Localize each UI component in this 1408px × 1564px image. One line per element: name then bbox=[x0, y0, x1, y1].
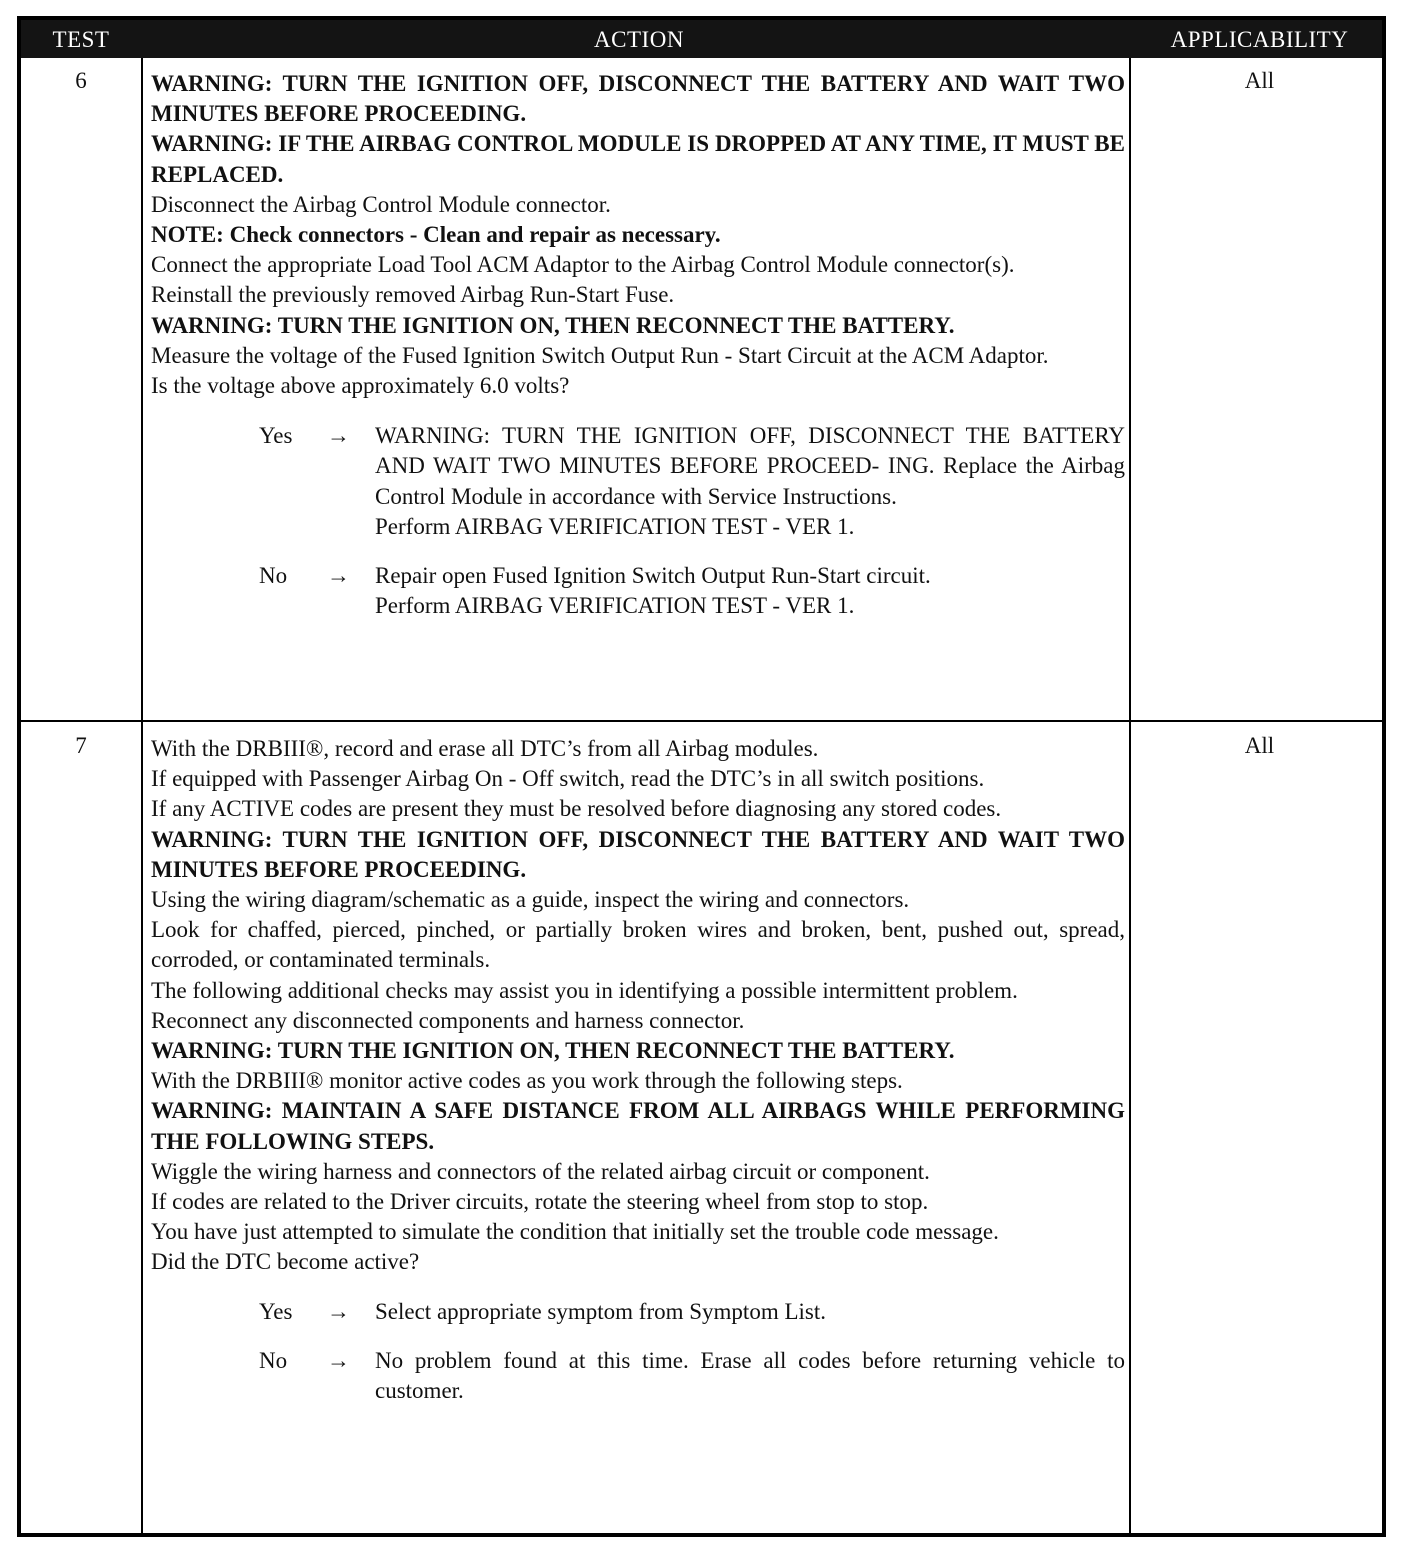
warning-text: WARNING: TURN THE IGNITION ON, THEN RECONNECT THE BATTERY. bbox=[151, 1038, 955, 1064]
result-line: Perform AIRBAG VERIFICATION TEST - VER 1. bbox=[375, 513, 855, 539]
instruction-text: Wiggle the wiring harness and connectors of the related airbag circuit or component. bbox=[151, 1158, 930, 1184]
instruction-text: Measure the voltage of the Fused Ignition Switch Output Run - Start Circuit at the ACM Adaptor. bbox=[151, 342, 1049, 368]
yes-result bbox=[375, 1297, 1125, 1327]
no-label: No bbox=[259, 563, 288, 589]
yes-label: Yes bbox=[259, 423, 293, 449]
instruction-text: With the DRBIII® monitor active codes as you work through the following steps. bbox=[151, 1068, 903, 1094]
header-applicability: APPLICABILITY bbox=[1170, 27, 1349, 52]
arrow-icon: → bbox=[327, 1298, 350, 1324]
instruction-text: With the DRBIII®, record and erase all DTC’s from all Airbag modules. bbox=[151, 736, 819, 761]
warning-text: WARNING: TURN THE IGNITION OFF, DISCONNECT THE BATTERY AND WAIT TWO MINUTES BEFORE PROCEEDING. bbox=[151, 826, 1125, 882]
instruction-text: You have just attempted to simulate the condition that initially set the trouble code message. bbox=[151, 1219, 999, 1245]
warning-text: WARNING: TURN THE IGNITION ON, THEN RECONNECT THE BATTERY. bbox=[151, 312, 955, 338]
no-label: No bbox=[259, 1347, 288, 1373]
question-text: Is the voltage above approximately 6.0 volts? bbox=[151, 373, 570, 399]
yes-label: Yes bbox=[259, 1298, 293, 1324]
row-divider bbox=[21, 720, 1382, 722]
yes-answer bbox=[151, 421, 1125, 542]
instruction-text: Using the wiring diagram/schematic as a guide, inspect the wiring and connectors. bbox=[151, 887, 910, 913]
result-line: No problem found at this time. Erase all codes before returning vehicle to customer. bbox=[375, 1347, 1125, 1404]
no-answer bbox=[151, 1346, 1125, 1406]
arrow-icon: → bbox=[327, 563, 350, 589]
test-number: 6 bbox=[75, 68, 87, 93]
result-line: Perform AIRBAG VERIFICATION TEST - VER 1. bbox=[375, 593, 855, 619]
question-text: Did the DTC become active? bbox=[151, 1249, 420, 1275]
warning-text: WARNING: MAINTAIN A SAFE DISTANCE FROM ALL AIRBAGS WHILE PERFORMING THE FOLLOWING STEPS. bbox=[151, 1098, 1125, 1154]
yes-answer bbox=[151, 1297, 1125, 1327]
table-header bbox=[21, 20, 1382, 58]
warning-text: WARNING: IF THE AIRBAG CONTROL MODULE IS DROPPED AT ANY TIME, IT MUST BE REPLACED. bbox=[151, 131, 1125, 187]
no-answer bbox=[151, 561, 1125, 621]
instruction-text: Reconnect any disconnected components and harness connector. bbox=[151, 1007, 745, 1033]
instruction-text: Look for chaffed, pierced, pinched, or partially broken wires and broken, bent, pushed out, spread, corroded, or contaminated terminals. bbox=[151, 917, 1125, 973]
yes-result bbox=[375, 421, 1125, 542]
arrow-icon: → bbox=[327, 1347, 350, 1373]
no-result bbox=[375, 1346, 1125, 1406]
instruction-text: Reinstall the previously removed Airbag Run-Start Fuse. bbox=[151, 282, 675, 308]
arrow-icon: → bbox=[327, 423, 350, 449]
result-line: Repair open Fused Ignition Switch Output Run-Start circuit. bbox=[375, 563, 931, 589]
column-divider bbox=[1129, 58, 1131, 1537]
no-result bbox=[375, 561, 1125, 621]
action-cell bbox=[151, 734, 1125, 1406]
header-test: TEST bbox=[52, 27, 110, 52]
instruction-text: If codes are related to the Driver circuits, rotate the steering wheel from stop to stop. bbox=[151, 1189, 929, 1215]
test-number: 7 bbox=[75, 733, 87, 758]
instruction-text: Disconnect the Airbag Control Module connector. bbox=[151, 191, 611, 217]
header-action: ACTION bbox=[594, 27, 684, 52]
result-line: WARNING: TURN THE IGNITION OFF, DISCONNECT THE BATTERY AND WAIT TWO MINUTES BEFORE PROCEED- ING. Replace the Airbag Control Module in accordance with Service Instructions. bbox=[375, 423, 1125, 509]
column-divider bbox=[141, 58, 143, 1537]
instruction-text: If equipped with Passenger Airbag On - Off switch, read the DTC’s in all switch positions. bbox=[151, 766, 985, 792]
note-text: NOTE: Check connectors - Clean and repair as necessary. bbox=[151, 222, 721, 248]
instruction-text: The following additional checks may assist you in identifying a possible intermittent problem. bbox=[151, 977, 1018, 1003]
applicability-value: All bbox=[1244, 733, 1275, 758]
instruction-text: Connect the appropriate Load Tool ACM Adaptor to the Airbag Control Module connector(s). bbox=[151, 252, 1015, 278]
diagnostic-table bbox=[17, 16, 1386, 1537]
result-line: Select appropriate symptom from Symptom List. bbox=[375, 1298, 826, 1324]
applicability-value: All bbox=[1244, 68, 1275, 93]
warning-text: WARNING: TURN THE IGNITION OFF, DISCONNECT THE BATTERY AND WAIT TWO MINUTES BEFORE PROCEEDING. bbox=[151, 71, 1125, 127]
instruction-text: If any ACTIVE codes are present they must be resolved before diagnosing any stored codes. bbox=[151, 796, 1002, 822]
action-cell bbox=[151, 69, 1125, 621]
